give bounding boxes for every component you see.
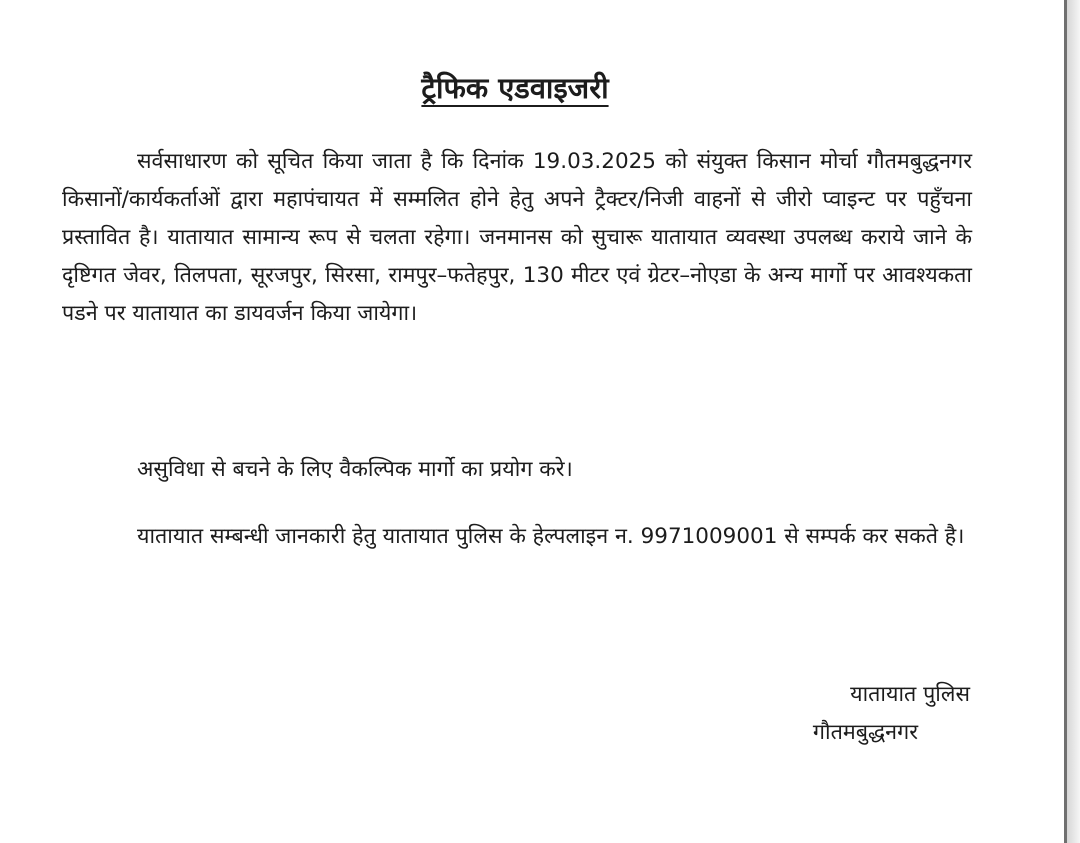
advisory-paragraph-alternate-routes: असुविधा से बचने के लिए वैकल्पिक मार्गो का प्रयोग करे। <box>137 457 573 482</box>
signature-block <box>700 676 970 752</box>
signature-location: गौतमबुद्धनगर <box>812 720 918 745</box>
document-title-text: ट्रैफिक एडवाइजरी <box>421 71 609 105</box>
document-title <box>0 68 1030 108</box>
signature-authority: यातायात पुलिस <box>850 682 970 707</box>
advisory-paragraph-main: सर्वसाधारण को सूचित किया जाता है कि दिनांक 19.03.2025 को संयुक्त किसान मोर्चा गौतमबुद्धनगर किसानों/कार्यकर्ताओं द्वारा महापंचायत में सम्मलित होने हेतु अपने ट्रैक्टर/निजी वाहनों से जीरो प्वाइन्ट पर पहुँचना प्रस्तावित है। यातायात सामान्य रूप से चलता रहेगा। जनमानस को सुचारू यातायात व्यवस्था उपलब्ध कराये जाने के दृष्टिगत जेवर, तिलपता, सूरजपुर, सिरसा, रामपुर–फतेहपुर, 130 मीटर एवं ग्रेटर–नोएडा के अन्य मार्गो पर आवश्यकता पडने पर यातायात का डायवर्जन किया जायेगा। <box>62 149 972 326</box>
advisory-paragraph-helpline: यातायात सम्बन्धी जानकारी हेतु यातायात पुलिस के हेल्पलाइन न. 9971009001 से सम्पर्क कर सकते है। <box>137 524 965 549</box>
page-edge-shadow <box>1067 0 1080 843</box>
